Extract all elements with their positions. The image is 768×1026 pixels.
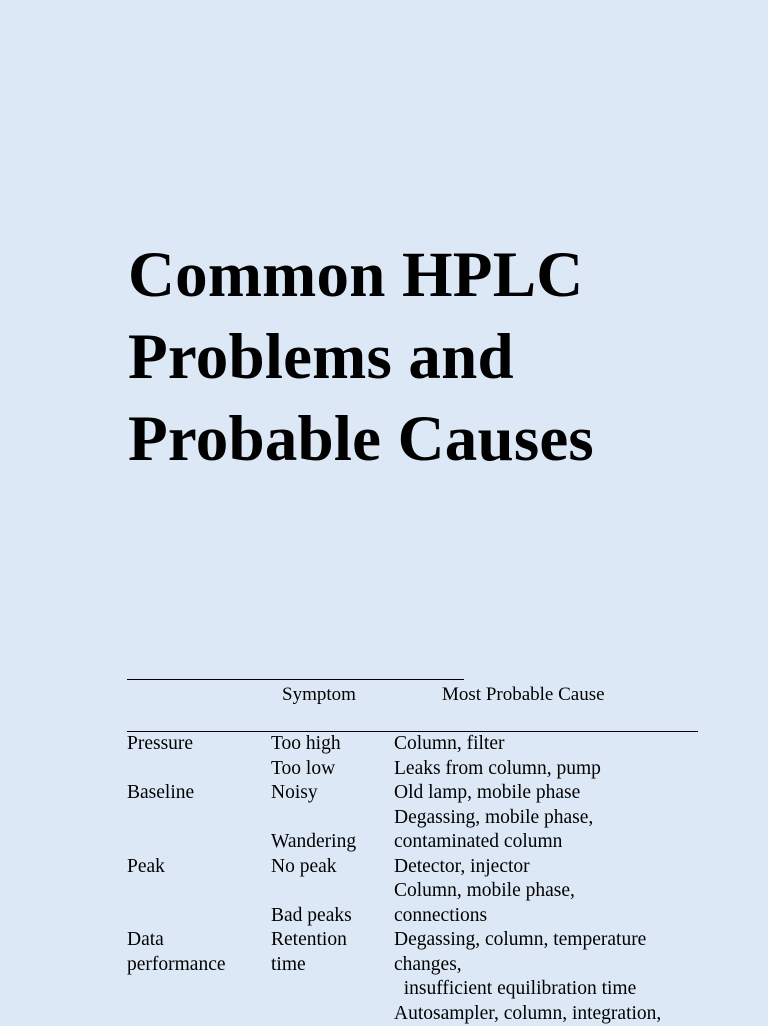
symptom-cell: Noisy: [271, 781, 318, 806]
category-cell: performance: [127, 953, 226, 978]
cause-cell: connections: [394, 904, 487, 929]
title-line: Probable Causes: [128, 398, 594, 480]
category-cell: Data: [127, 928, 164, 953]
category-cell: Pressure: [127, 732, 193, 757]
symptom-cell: Wandering: [271, 830, 356, 855]
cause-cell: Column, mobile phase,: [394, 879, 575, 904]
cause-cell: Autosampler, column, integration,: [394, 1002, 661, 1026]
title-line: Problems and: [128, 316, 594, 398]
symptom-cell: No peak: [271, 855, 337, 880]
category-cell: Baseline: [127, 781, 194, 806]
cause-cell: contaminated column: [394, 830, 562, 855]
cause-cell: Column, filter: [394, 732, 505, 757]
table-top-rule: [127, 679, 464, 680]
category-cell: Peak: [127, 855, 165, 880]
cause-cell: Old lamp, mobile phase: [394, 781, 580, 806]
cause-cell: Leaks from column, pump: [394, 757, 601, 782]
page-title: [128, 234, 594, 480]
symptom-header: Symptom: [282, 683, 356, 707]
symptom-cell: Bad peaks: [271, 904, 352, 929]
symptom-cell: time: [271, 953, 306, 978]
symptom-cell: Too high: [271, 732, 341, 757]
cause-cell: Detector, injector: [394, 855, 530, 880]
cause-cell: changes,: [394, 953, 462, 978]
cause-header: Most Probable Cause: [442, 683, 605, 707]
symptom-cell: Too low: [271, 757, 335, 782]
cause-cell: Degassing, mobile phase,: [394, 806, 593, 831]
cause-cell: Degassing, column, temperature: [394, 928, 646, 953]
cause-cell: insufficient equilibration time: [394, 977, 636, 1002]
symptom-cell: Retention: [271, 928, 347, 953]
title-line: Common HPLC: [128, 234, 594, 316]
